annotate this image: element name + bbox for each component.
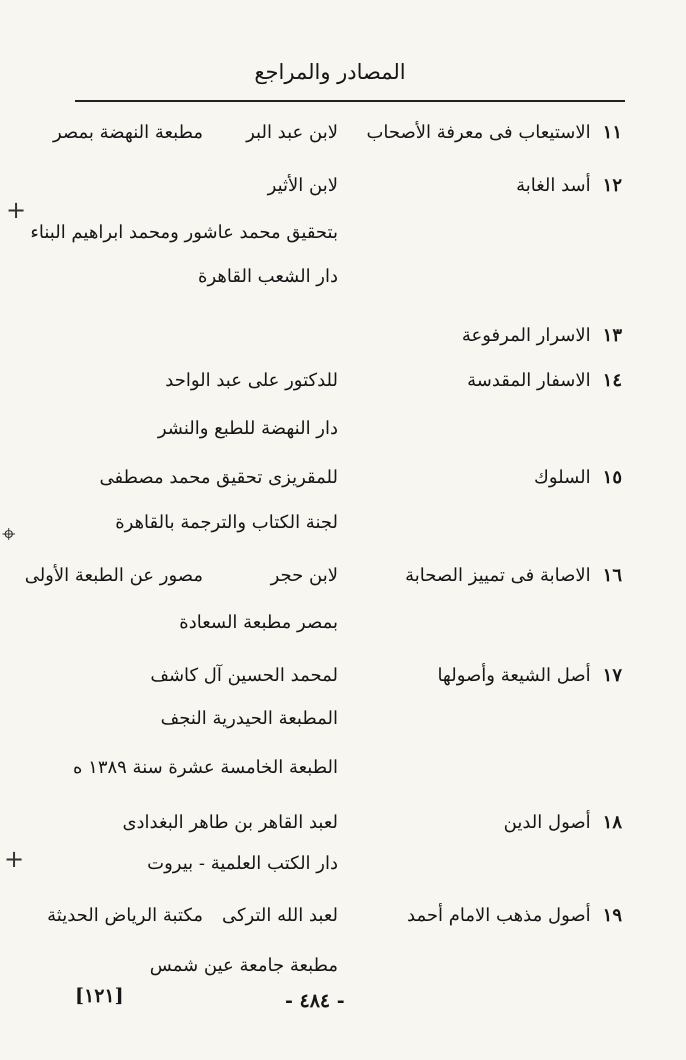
entry-row: [0, 467, 686, 507]
entry-row: [0, 665, 686, 705]
entry-row: [0, 812, 686, 852]
entry-title-cell: [405, 565, 622, 586]
entry-number: ١٥: [602, 467, 622, 488]
registration-mark-icon: +: [4, 845, 25, 873]
entry-title-cell: [366, 122, 622, 143]
entry-detail: بتحقيق محمد عاشور ومحمد ابراهيم البناء: [30, 222, 338, 243]
entry-author: لابن الأثير: [267, 175, 338, 196]
entry-publisher: مكتبة الرياض الحديثة: [47, 905, 203, 926]
entry-title-cell: [504, 812, 622, 833]
entry-detail-row: [0, 853, 686, 893]
entry-row: [0, 175, 686, 215]
entry-title-cell: [437, 665, 622, 686]
entry-detail: الطبعة الخامسة عشرة سنة ١٣٨٩ ه: [73, 757, 338, 778]
entry-row: [0, 565, 686, 605]
entry-title-cell: [407, 905, 622, 926]
entry-author: للمقريزى تحقيق محمد مصطفى: [99, 467, 338, 488]
entry-title-cell: [467, 370, 622, 391]
entry-publisher: مصور عن الطبعة الأولى: [24, 565, 203, 586]
entry-row: [0, 325, 686, 365]
entry-detail: دار النهضة للطبع والنشر: [157, 418, 338, 439]
entry-row: [0, 370, 686, 410]
entry-detail: لجنة الكتاب والترجمة بالقاهرة: [115, 512, 338, 533]
entry-title: أصول مذهب الامام أحمد: [407, 905, 591, 926]
entry-detail-row: [0, 757, 686, 797]
entry-author: لمحمد الحسين آل كاشف: [150, 665, 338, 686]
entry-detail: المطبعة الحيدرية النجف: [160, 708, 338, 729]
entry-title-cell: [516, 175, 622, 196]
original-page-number: [١٢١]: [75, 985, 124, 1007]
entry-author: لابن حجر: [270, 565, 338, 586]
entry-author: للدكتور على عبد الواحد: [165, 370, 338, 391]
entry-number: ١٧: [602, 665, 622, 686]
entry-number: ١٢: [602, 175, 622, 196]
entry-number: ١٤: [602, 370, 622, 391]
entry-detail: دار الشعب القاهرة: [198, 266, 338, 287]
entry-detail: مطبعة جامعة عين شمس: [149, 955, 338, 976]
entry-publisher: مطبعة النهضة بمصر: [52, 122, 203, 143]
entry-detail-row: [0, 266, 686, 306]
registration-mark-icon: ⌖: [2, 520, 16, 548]
page-number: - ٤٨٤ -: [285, 990, 345, 1012]
entry-title: الاصابة فى تمييز الصحابة: [405, 565, 591, 586]
entry-title: الاسرار المرفوعة: [461, 325, 591, 346]
entry-title: الاستيعاب فى معرفة الأصحاب: [366, 122, 591, 143]
entry-title: الاسفار المقدسة: [467, 370, 591, 391]
entry-title-cell: [534, 467, 622, 488]
entry-title: أصول الدين: [503, 812, 591, 833]
entry-title: السلوك: [534, 467, 591, 488]
entry-detail-row: [0, 708, 686, 748]
entry-number: ١٦: [602, 565, 622, 586]
registration-mark-icon: +: [6, 196, 27, 224]
entry-title: أصل الشيعة وأصولها: [437, 665, 591, 686]
entry-author: لعبد الله التركى: [221, 905, 338, 926]
entry-title-cell: [462, 325, 622, 346]
header-rule: [75, 100, 625, 102]
entry-detail: دار الكتب العلمية - بيروت: [147, 853, 338, 874]
entry-detail-row: [0, 512, 686, 552]
entry-detail-row: [0, 222, 686, 262]
entry-title: أسد الغابة: [516, 175, 591, 196]
entry-number: ١١: [602, 122, 622, 143]
entry-author: لعبد القاهر بن طاهر البغدادى: [122, 812, 338, 833]
entry-number: ١٣: [602, 325, 622, 346]
entry-detail-row: [0, 612, 686, 652]
entry-row: [0, 122, 686, 162]
entry-row: [0, 905, 686, 945]
entry-author: لابن عبد البر: [246, 122, 338, 143]
entry-detail-row: [0, 418, 686, 458]
entry-number: ١٨: [602, 812, 622, 833]
entry-detail: بمصر مطبعة السعادة: [179, 612, 338, 633]
page-header-title: المصادر والمراجع: [254, 60, 406, 84]
entry-number: ١٩: [602, 905, 622, 926]
